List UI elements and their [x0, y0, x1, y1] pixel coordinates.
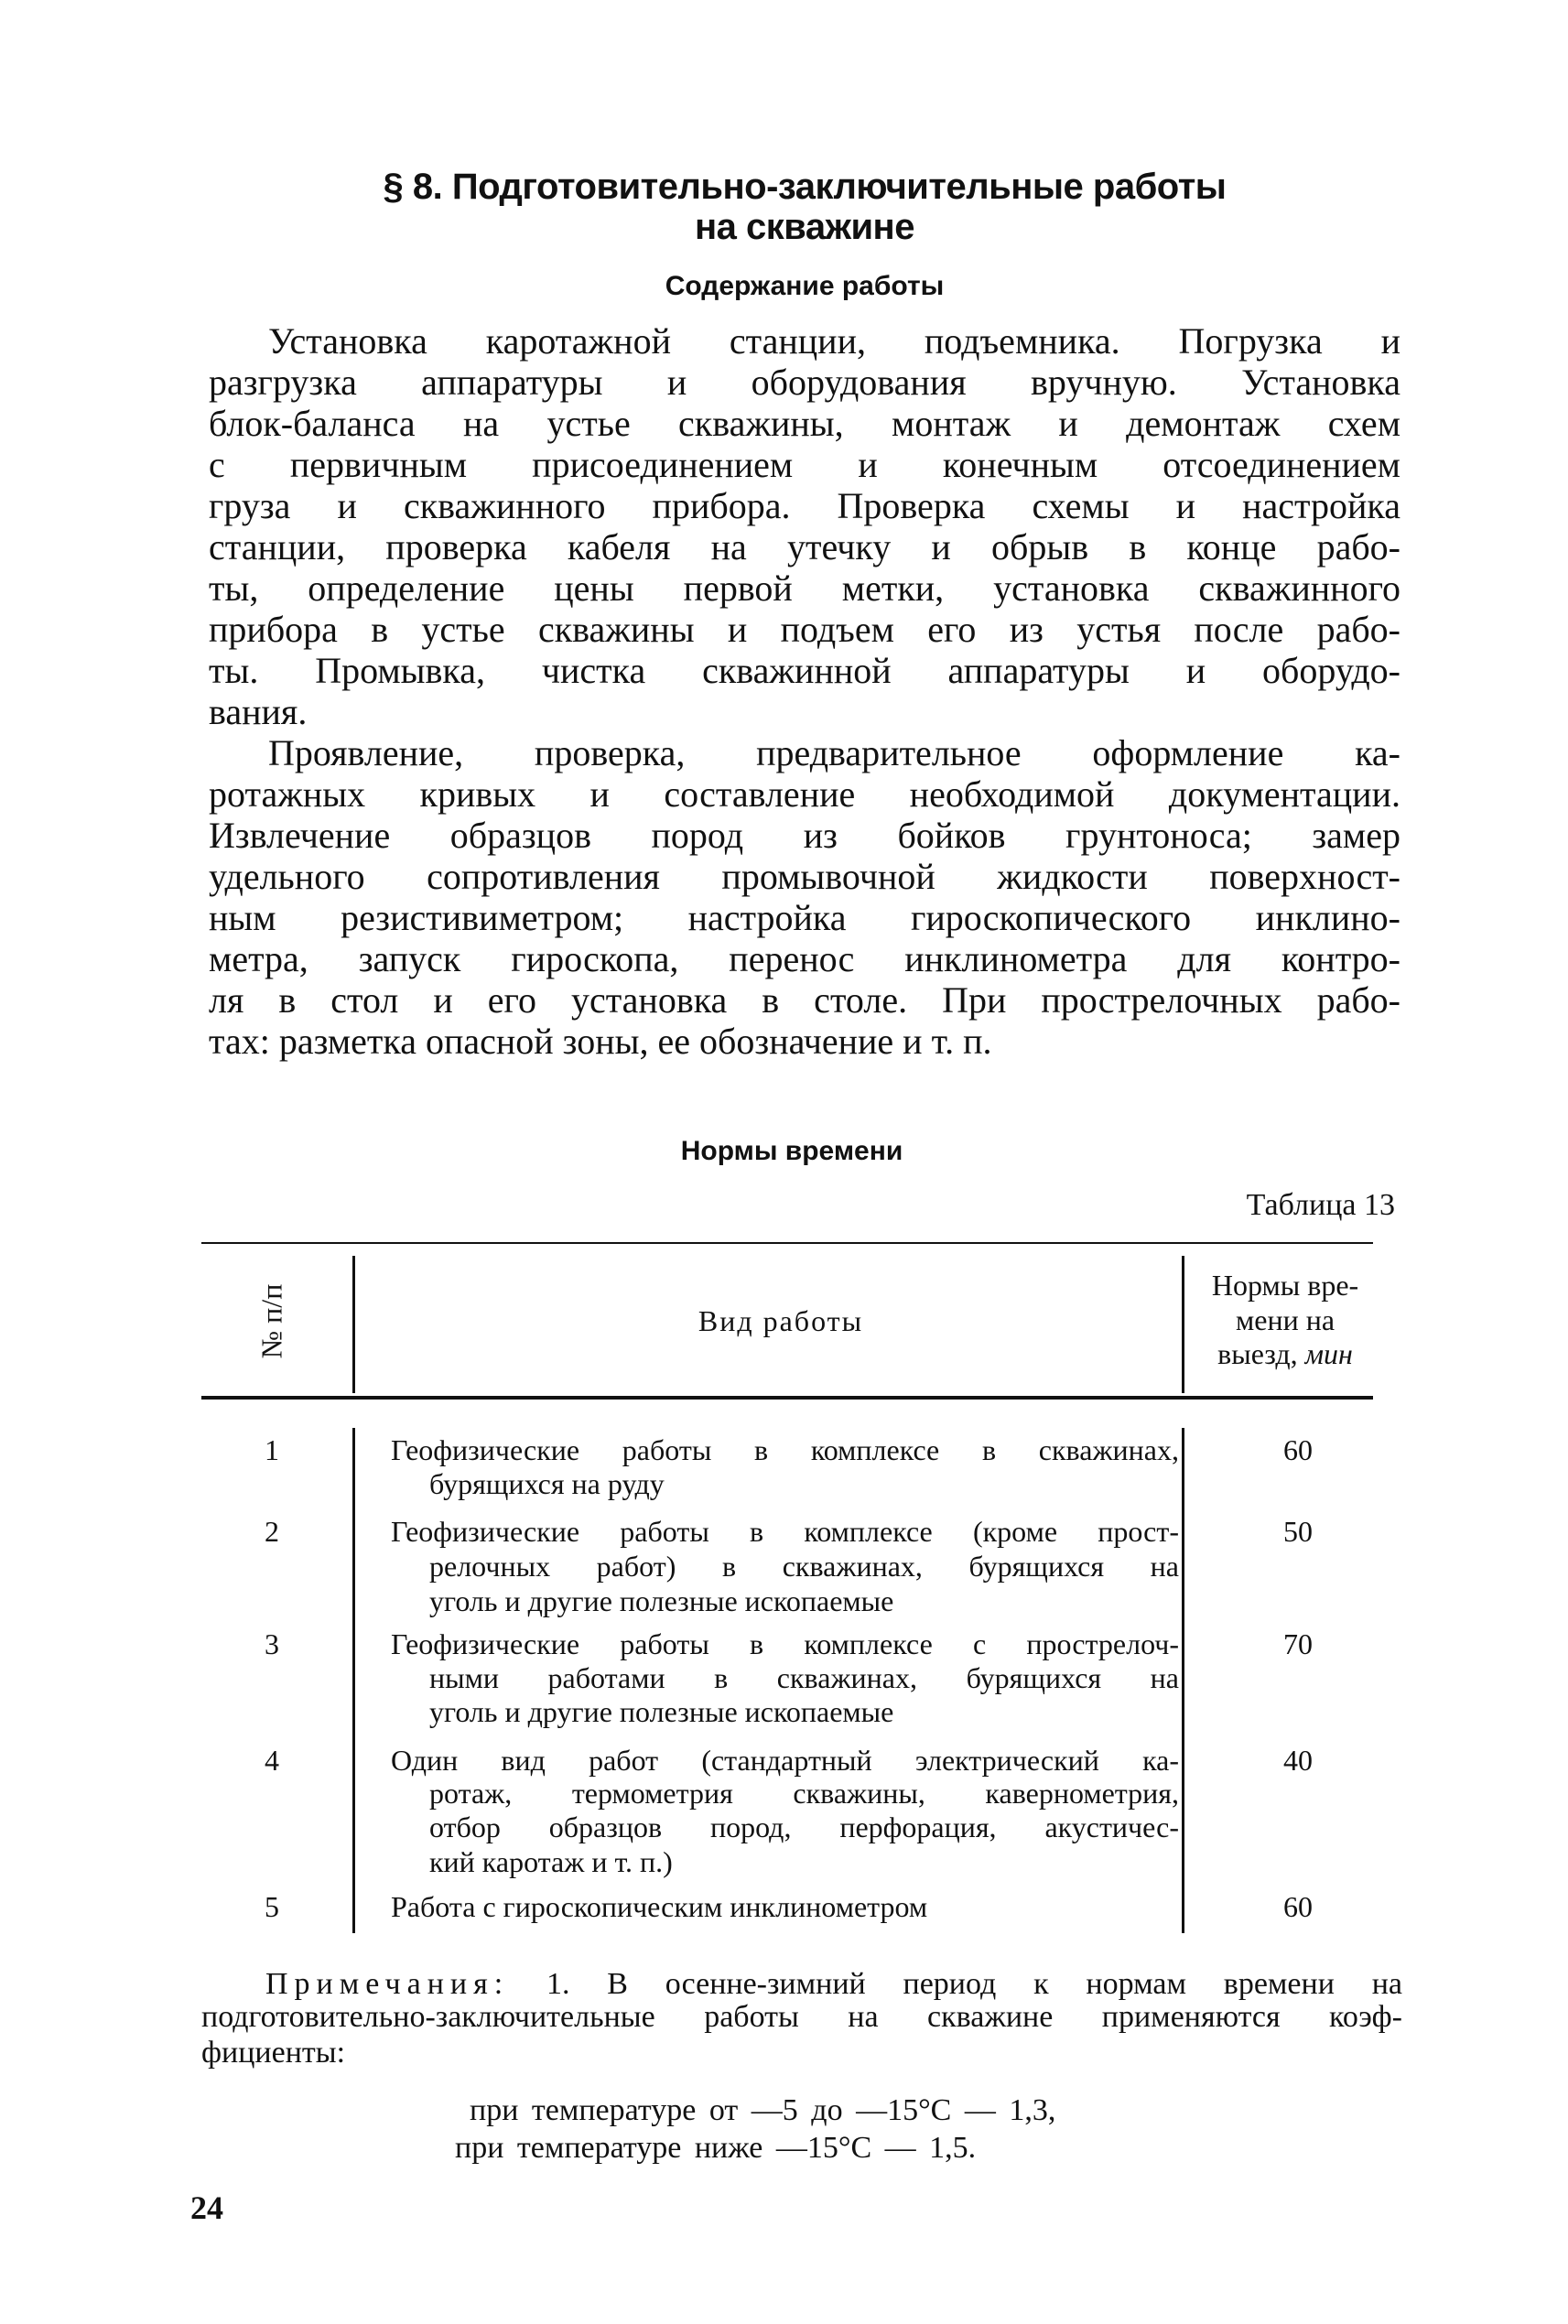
row-text-line: Геофизические работы в комплексе (кроме прост-	[391, 1515, 1179, 1548]
paragraph-line: Установка каротажной станции, подъемника. Погрузка и	[268, 320, 1400, 362]
row-text-line: кий каротаж и т. п.)	[429, 1845, 673, 1878]
notes-formula: при температуре от —5 до —15°С — 1,3,	[470, 2093, 1056, 2127]
section-subtitle: Содержание работы	[665, 271, 945, 301]
table-header-rule	[201, 1396, 1373, 1400]
header-norm-line	[1186, 1337, 1384, 1371]
notes-line: фициенты:	[201, 2036, 346, 2070]
paragraph-line: метра, запуск гироскопа, перенос инклинометра для контро-	[209, 938, 1400, 979]
paragraph-line: ля в стол и его установка в столе. При прострелочных рабо-	[209, 979, 1400, 1021]
row-text-line: ротаж, термометрия скважины, кавернометрия,	[429, 1777, 1179, 1810]
row-text-line: бурящихся на руду	[429, 1467, 665, 1500]
row-text-line: Геофизические работы в комплексе в скважинах,	[391, 1433, 1179, 1466]
row-text-line: ными работами в скважинах, бурящихся на	[429, 1661, 1179, 1694]
row-text-line: уголь и другие полезные ископаемые	[429, 1584, 894, 1617]
paragraph-line: ты, определение цены первой метки, установка скважинного	[209, 567, 1400, 609]
header-work-type: Вид работы	[697, 1304, 864, 1337]
norms-heading: Нормы времени	[680, 1136, 903, 1166]
row-text-line: уголь и другие полезные ископаемые	[429, 1695, 894, 1728]
paragraph-line: блок-баланса на устье скважины, монтаж и демонтаж схем	[209, 403, 1400, 444]
row-norm: 70	[1283, 1627, 1313, 1660]
row-norm: 60	[1283, 1433, 1313, 1466]
row-text-line: Геофизические работы в комплексе с прострелоч-	[391, 1627, 1179, 1660]
section-title-line-2: на скважине	[695, 207, 914, 247]
row-norm: 60	[1283, 1890, 1313, 1923]
row-number: 5	[265, 1890, 279, 1923]
paragraph-line: груза и скважинного прибора. Проверка схемы и настройка	[209, 485, 1400, 526]
paragraph-line: ты. Промывка, чистка скважинной аппаратуры и оборудо-	[209, 650, 1400, 691]
notes-label: Примечания:	[265, 1967, 510, 2001]
paragraph-line: разгрузка аппаратуры и оборудования вручную. Установка	[209, 362, 1400, 403]
paragraph-line: ным резистивиметром; настройка гироскопического инклино-	[209, 897, 1400, 938]
column-divider	[352, 1256, 355, 1393]
column-divider	[1182, 1428, 1184, 1933]
row-text-line: Один вид работ (стандартный электрический ка-	[391, 1744, 1179, 1777]
paragraph-line: вания.	[209, 691, 308, 732]
page-number: 24	[190, 2189, 223, 2226]
column-divider	[352, 1428, 355, 1933]
notes-formula: при температуре ниже —15°С — 1,5.	[455, 2131, 977, 2165]
paragraph-line: прибора в устье скважины и подъем его из устья после рабо-	[209, 609, 1400, 650]
row-number: 2	[265, 1515, 279, 1548]
notes-line	[265, 1967, 1402, 2002]
header-number: № п/п	[254, 1283, 288, 1359]
row-text-line: отбор образцов пород, перфорация, акустичес-	[429, 1811, 1179, 1843]
paragraph-line: станции, проверка кабеля на утечку и обрыв в конце рабо-	[209, 526, 1400, 567]
header-norm-line: Нормы вре-	[1211, 1269, 1359, 1302]
paragraph-line: Проявление, проверка, предварительное оформление ка-	[268, 732, 1400, 773]
paragraph-line: тах: разметка опасной зоны, ее обозначение и т. п.	[209, 1021, 992, 1062]
header-norm-line: мени на	[1235, 1303, 1336, 1336]
notes-text: 1. В осенне-зимний период к нормам времени на	[546, 1967, 1402, 2001]
row-number: 4	[265, 1744, 279, 1777]
table-label: Таблица 13	[1246, 1188, 1395, 1222]
paragraph-line: Извлечение образцов пород из бойков грунтоноса; замер	[209, 815, 1400, 856]
row-number: 1	[265, 1433, 279, 1466]
paragraph-line: с первичным присоединением и конечным отсоединением	[209, 444, 1400, 485]
paragraph-line: ротажных кривых и составление необходимой документации.	[209, 773, 1400, 815]
row-text-line: Работа с гироскопическим инклинометром	[391, 1890, 928, 1923]
notes-line: подготовительно-заключительные работы на скважине применяются коэф-	[201, 2000, 1402, 2034]
paragraph-line: удельного сопротивления промывочной жидкости поверхност-	[209, 856, 1400, 897]
row-norm: 50	[1283, 1515, 1313, 1548]
table-top-rule	[201, 1242, 1373, 1244]
row-text-line: релочных работ) в скважинах, бурящихся на	[429, 1550, 1179, 1583]
header-norm-unit: мин	[1304, 1337, 1353, 1370]
section-title-line-1: § 8. Подготовительно-заключительные работы	[383, 167, 1227, 207]
header-norm-line-text: выезд,	[1217, 1337, 1298, 1370]
row-number: 3	[265, 1627, 279, 1660]
row-norm: 40	[1283, 1744, 1313, 1777]
